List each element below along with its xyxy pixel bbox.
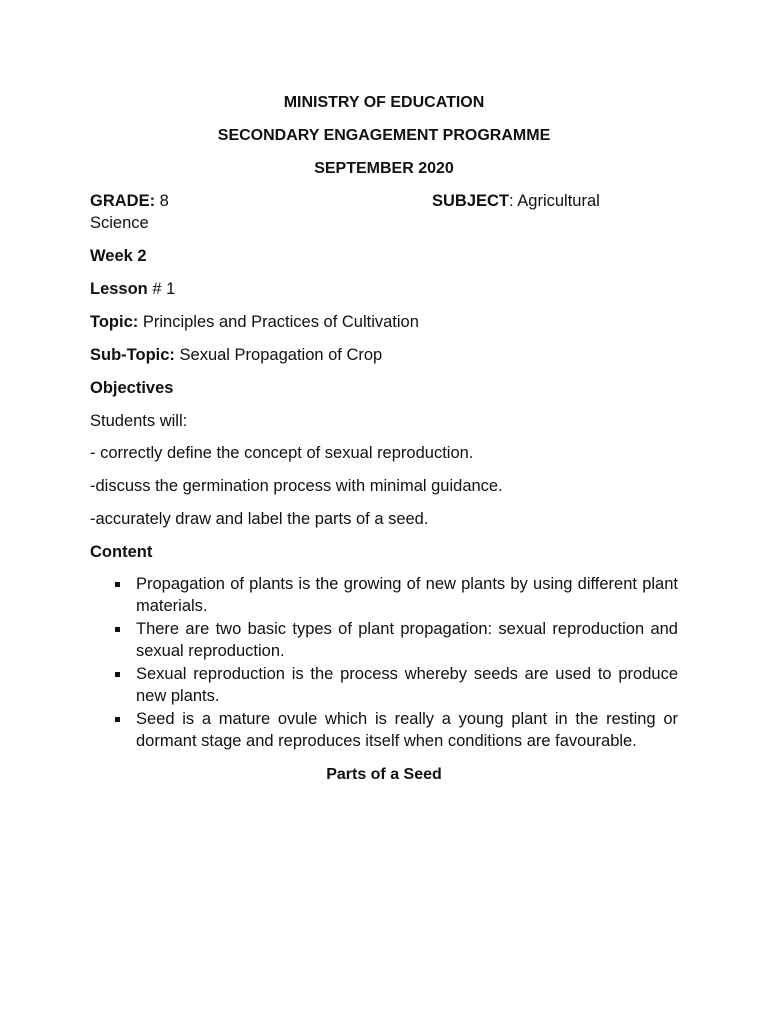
grade-line [90,192,169,211]
objectives-intro: Students will: [90,412,188,430]
grade-label: GRADE: [90,192,156,210]
grade-value: 8 [155,192,169,210]
objective-item: -accurately draw and label the parts of a seed. [90,510,429,528]
bullet-text: Seed is a mature ovule which is really a young plant in the resting or dormant stage and reproduces itself when conditions are favourable. [136,710,678,750]
lesson-line [90,280,175,299]
bullet-square-icon [115,582,120,587]
section-title: Parts of a Seed [326,766,442,783]
content-bullet-list [112,573,678,753]
bullet-square-icon [115,627,120,632]
content-heading: Content [90,543,153,561]
subject-line [432,192,600,211]
objectives-heading: Objectives [90,379,174,397]
subtopic-value: Sexual Propagation of Crop [174,346,383,364]
bullet-text: Propagation of plants is the growing of new plants by using different plant materials. [136,575,678,615]
date-heading: SEPTEMBER 2020 [314,160,454,177]
subtopic-line [90,346,382,365]
week-label: Week 2 [90,247,147,265]
list-item [112,618,678,662]
bullet-square-icon [115,717,120,722]
topic-label: Topic: [90,313,139,331]
subject-value: : Agricultural [509,192,600,210]
topic-line [90,313,419,332]
bullet-text: Sexual reproduction is the process whereby seeds are used to produce new plants. [136,665,678,705]
subject-label: SUBJECT [432,192,510,210]
bullet-text: There are two basic types of plant propagation: sexual reproduction and sexual reproduction. [136,620,678,660]
objective-item: -discuss the germination process with minimal guidance. [90,477,503,495]
lesson-value: # 1 [147,280,176,298]
objective-item: - correctly define the concept of sexual reproduction. [90,444,474,462]
subject-value-continued: Science [90,214,149,232]
lesson-label: Lesson [90,280,148,298]
list-item [112,663,678,707]
ministry-heading: MINISTRY OF EDUCATION [283,94,485,111]
bullet-square-icon [115,672,120,677]
subtopic-label: Sub-Topic: [90,346,175,364]
list-item [112,573,678,617]
topic-value: Principles and Practices of Cultivation [138,313,419,331]
programme-heading: SECONDARY ENGAGEMENT PROGRAMME [217,127,551,144]
list-item [112,708,678,752]
